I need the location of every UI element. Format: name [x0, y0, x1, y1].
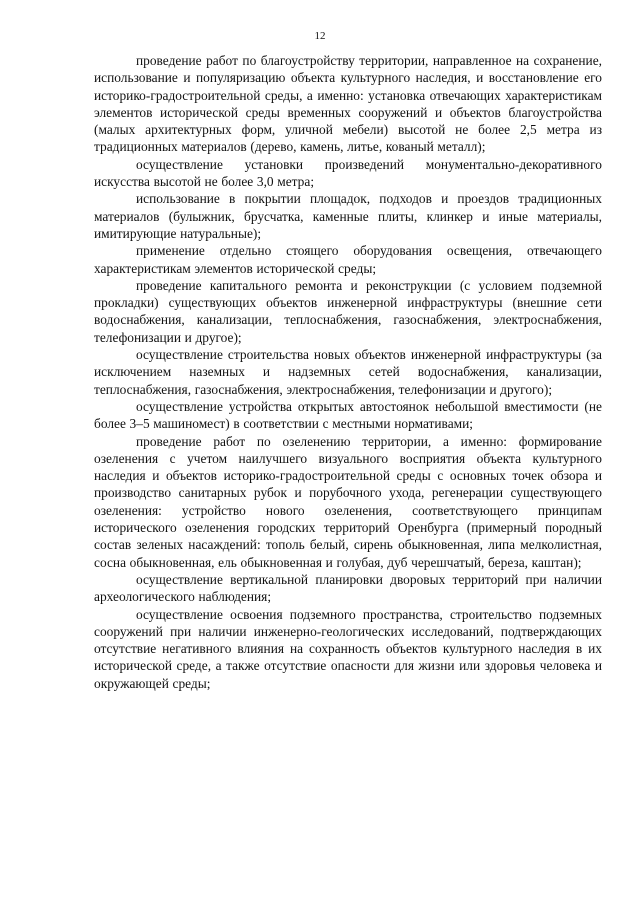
paragraph-greening: проведение работ по озеленению территории, а именно: формирование озеленения с учетом наилучшего визуального восприятия объекта культурного наследия и объектов историко-градостроительной среды с основных точек обзора и производство санитарных рубок и порубочного ухода, регенерации существующего озеленения: устройство нового озеленения, соответствующего принципам исторического озеленения городских территорий Оренбурга (примерный породный состав зеленых насаждений: тополь белый, сирень обыкновенная, липа мелколистная, сосна обыкновенная, ель обыкновенная и голубая, дуб черешчатый, береза, каштан); — [94, 433, 602, 570]
page-number: 12 — [314, 30, 326, 42]
paragraph-new-engineering: осуществление строительства новых объектов инженерной инфраструктуры (за исключением наземных и надземных сетей водоснабжения, канализации, теплоснабжения, газоснабжения, электроснабжения, телефонизации и другого); — [94, 347, 602, 397]
paragraph-lighting-equipment: применение отдельно стоящего оборудования освещения, отвечающего характеристикам элементов исторической среды; — [94, 243, 602, 276]
paragraph-vertical-planning: осуществление вертикальной планировки дворовых территорий при наличии археологического наблюдения; — [94, 571, 602, 605]
paragraph-parking: осуществление устройства открытых автостоянок небольшой вместимости (не более 3–5 машиномест) в соответствии с местными нормативами; — [94, 398, 602, 432]
paragraph-monumental-art: осуществление установки произведений монументально-декоративного искусства высотой не более 3,0 метра; — [94, 156, 602, 190]
document-body — [94, 52, 602, 692]
paragraph-underground-space: осуществление освоения подземного пространства, строительство подземных сооружений при наличии инженерно-геологических исследований, подтверждающих отсутствие негативного влияния на сохранность объектов культурного наследия в их исторической среде, а также отсутствие опасности для жизни или здоровья человека и окружающей среды; — [94, 606, 602, 691]
paragraph-paving-materials: использование в покрытии площадок, подходов и проездов традиционных материалов (булыжник, брусчатка, каменные плиты, клинкер и иные материалы, имитирующие натуральные); — [94, 191, 602, 241]
paragraph-engineering-repair: проведение капитального ремонта и реконструкции (с условием подземной прокладки) существующих объектов инженерной инфраструктуры (внешние сети водоснабжения, канализации, теплоснабжения, газоснабжения, электроснабжения, телефонизации и другое); — [94, 277, 602, 345]
paragraph-landscaping-works: проведение работ по благоустройству территории, направленное на сохранение, использование и популяризацию объекта культурного наследия, и восстановление его историко-градостроительной среды, а именно: установка отвечающих характеристикам элементов исторической среды временных сооружений и объектов благоустройства (малых архитектурных форм, уличной мебели) высотой не более 2,5 метра из традиционных материалов (дерево, камень, литье, кованый металл); — [94, 53, 602, 155]
